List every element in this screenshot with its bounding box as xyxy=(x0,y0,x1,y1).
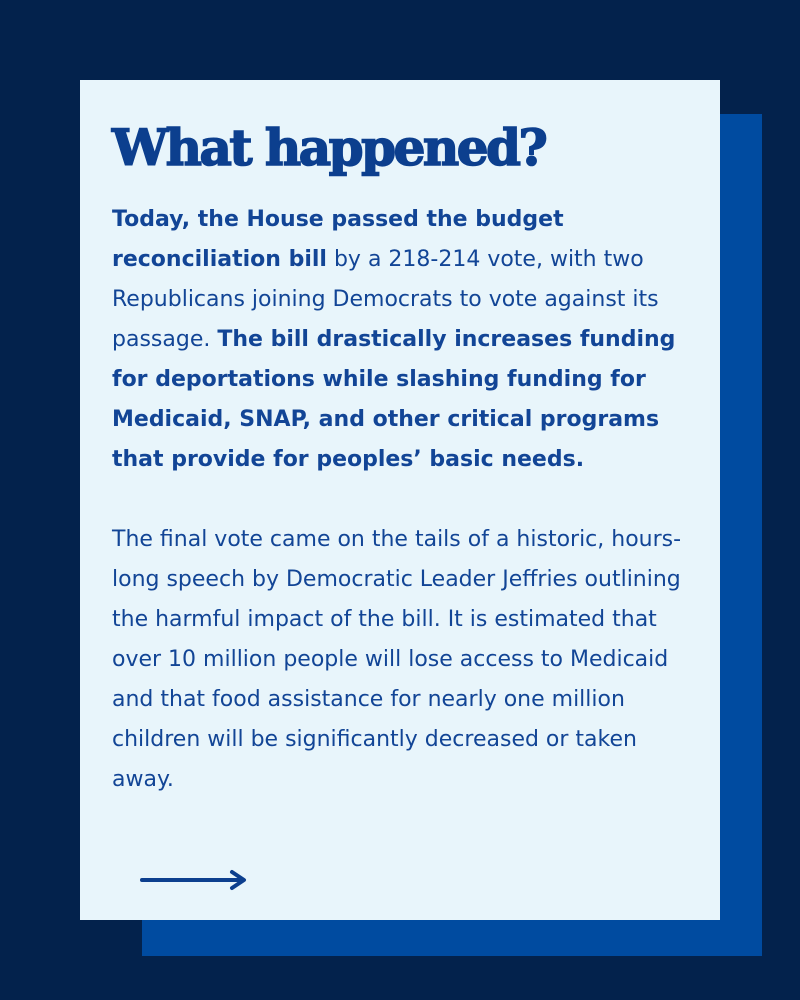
body-text: by a 218-214 vote, with two Republicans joining Democrats to vote against its passage. xyxy=(112,247,659,352)
bold-intro: Today, the House passed the budget reconciliation bill xyxy=(112,207,564,272)
bold-outro: The bill drastically increases funding for deportations while slashing funding for Medicaid, SNAP, and other critical programs that provide for peoples’ basic needs. xyxy=(112,327,676,472)
content-card xyxy=(80,80,720,920)
page-title: What happened? xyxy=(112,118,546,177)
summary-paragraph xyxy=(112,200,696,480)
arrow-right-icon[interactable] xyxy=(140,868,250,892)
detail-paragraph: The final vote came on the tails of a historic, hours-long speech by Democratic Leader Jeffries outlining the harmful impact of the bill. It is estimated that over 10 million people will lose access to Medicaid and that food assistance for nearly one million children will be significantly decreased or taken away. xyxy=(112,527,682,792)
